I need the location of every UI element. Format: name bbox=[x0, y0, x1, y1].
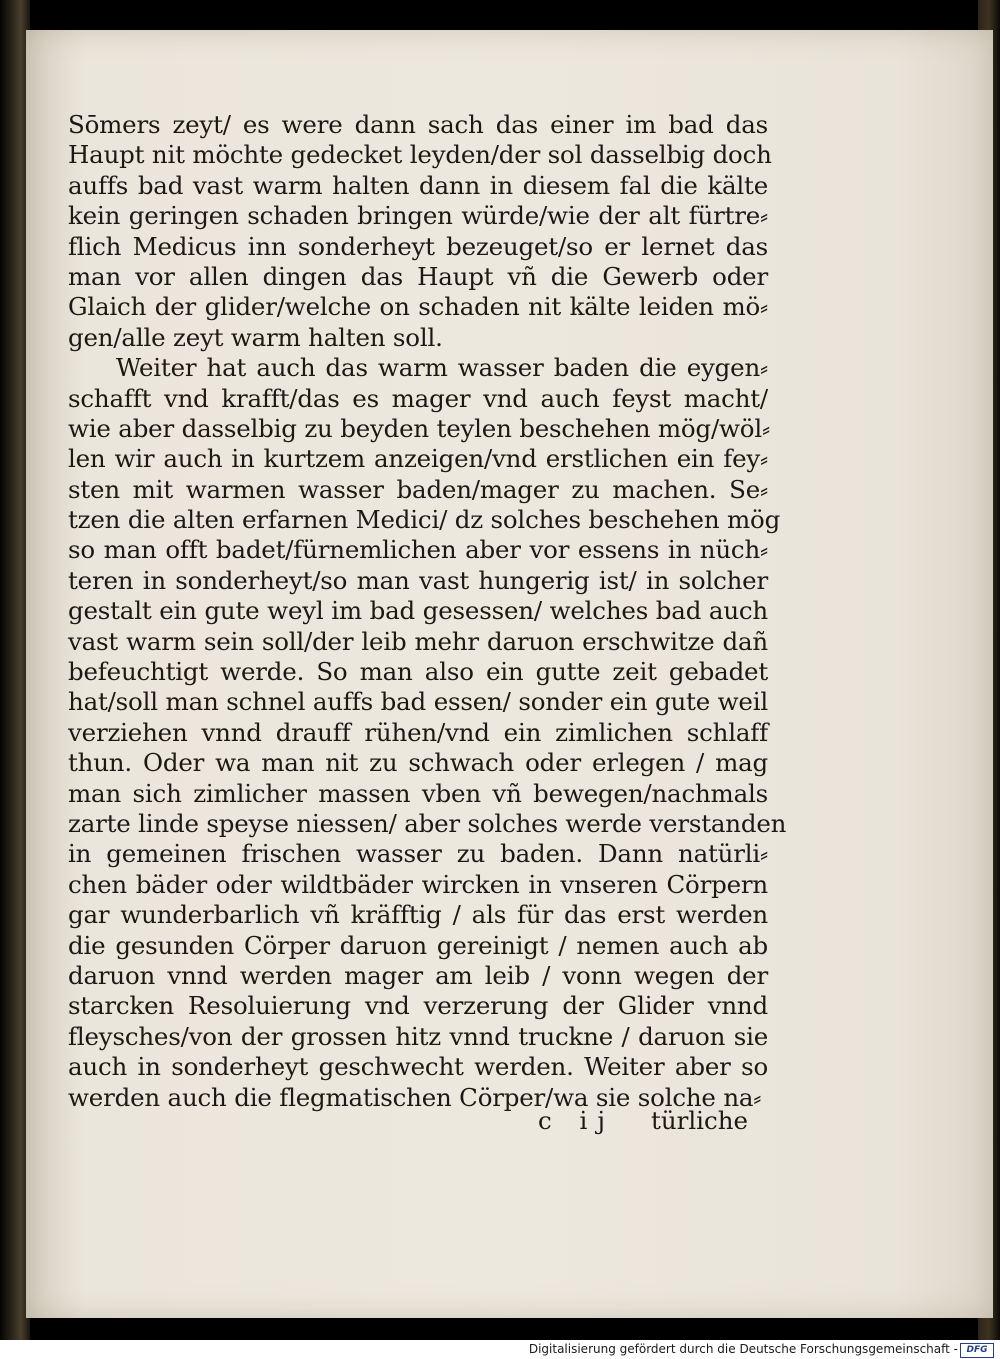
text-line: sten mit warmen wasser baden/mager zu machen. Se⸗ bbox=[68, 474, 768, 504]
text-line: Glaich der glider/welche on schaden nit kälte leiden mö⸗ bbox=[68, 292, 768, 322]
text-line: thun. Oder wa man nit zu schwach oder erlegen / mag bbox=[68, 748, 768, 778]
text-line: gestalt ein gute weyl im bad gesessen/ welches bad auch bbox=[68, 596, 768, 626]
text-line: werden auch die flegmatischen Cörper/wa sie solche na⸗ bbox=[68, 1082, 762, 1112]
text-line: auffs bad vast warm halten dann in diesem fal die kälte bbox=[68, 170, 768, 200]
dfg-credit-text: Digitalisierung gefördert durch die Deutsche Forschungsgemeinschaft - bbox=[528, 1342, 958, 1356]
text-line: man sich zimlicher massen vben vñ bewegen/nachmals bbox=[68, 778, 768, 808]
text-line: len wir auch in kurtzem anzeigen/vnd erstlichen ein fey⸗ bbox=[68, 444, 768, 474]
text-line: kein geringen schaden bringen würde/wie der alt fürtre⸗ bbox=[68, 201, 768, 231]
text-line: schafft vnd krafft/das es mager vnd auch feyst macht/ bbox=[68, 383, 768, 413]
text-line: Haupt nit möchte gedecket leyden/der sol dasselbig doch bbox=[68, 140, 772, 170]
text-line: flich Medicus inn sonderheyt bezeuget/so er lernet das bbox=[68, 231, 768, 261]
signature-mark: c ij bbox=[538, 1106, 615, 1135]
text-line: befeuchtigt werde. So man also ein gutte zeit gebadet bbox=[68, 657, 768, 687]
text-line: starcken Resoluierung vnd verzerung der Glider vnnd bbox=[68, 991, 768, 1021]
dfg-logo-icon: DFG bbox=[960, 1343, 994, 1358]
text-line: vast warm sein soll/der leib mehr daruon erschwitze dañ bbox=[68, 626, 768, 656]
text-line: tzen die alten erfarnen Medici/ dz solches beschehen mög bbox=[68, 505, 781, 535]
text-line: gar wunderbarlich vñ kräfftig / als für das erst werden bbox=[68, 900, 768, 930]
page-body-text bbox=[68, 110, 787, 1113]
text-line: zarte linde speyse niessen/ aber solches werde verstanden bbox=[68, 808, 787, 838]
text-line: chen bäder oder wildtbäder wircken in vnseren Cörpern bbox=[68, 869, 768, 899]
text-line: teren in sonderheyt/so man vast hungerig ist/ in solcher bbox=[68, 565, 768, 595]
text-line: gen/alle zeyt warm halten soll. bbox=[68, 322, 443, 352]
text-line: Weiter hat auch das warm wasser baden die eygen⸗ bbox=[116, 353, 768, 383]
text-line: auch in sonderheyt geschwecht werden. Weiter aber so bbox=[68, 1052, 768, 1082]
text-line: die gesunden Cörper daruon gereinigt / nemen auch ab bbox=[68, 930, 768, 960]
text-line: so man offt badet/fürnemlichen aber vor essens in nüch⸗ bbox=[68, 535, 768, 565]
text-line: verziehen vnnd drauff rühen/vnd ein zimlichen schlaff bbox=[68, 717, 768, 747]
text-line: man vor allen dingen das Haupt vñ die Gewerb oder bbox=[68, 261, 768, 291]
text-line: fleysches/von der grossen hitz vnnd truckne / daruon sie bbox=[68, 1021, 768, 1051]
text-line: hat/soll man schnel auffs bad essen/ sonder ein gute weil bbox=[68, 687, 768, 717]
catchword: türliche bbox=[650, 1106, 748, 1135]
page-footer bbox=[68, 1106, 768, 1142]
dfg-credit-bar bbox=[0, 1340, 1000, 1359]
text-line: wie aber dasselbig zu beyden teylen beschehen mög/wöl⸗ bbox=[68, 413, 770, 443]
text-line: in gemeinen frischen wasser zu baden. Dann natürli⸗ bbox=[68, 839, 768, 869]
text-line: daruon vnnd werden mager am leib / vonn wegen der bbox=[68, 960, 768, 990]
text-line: Sōmers zeyt/ es were dann sach das einer im bad das bbox=[68, 110, 768, 139]
